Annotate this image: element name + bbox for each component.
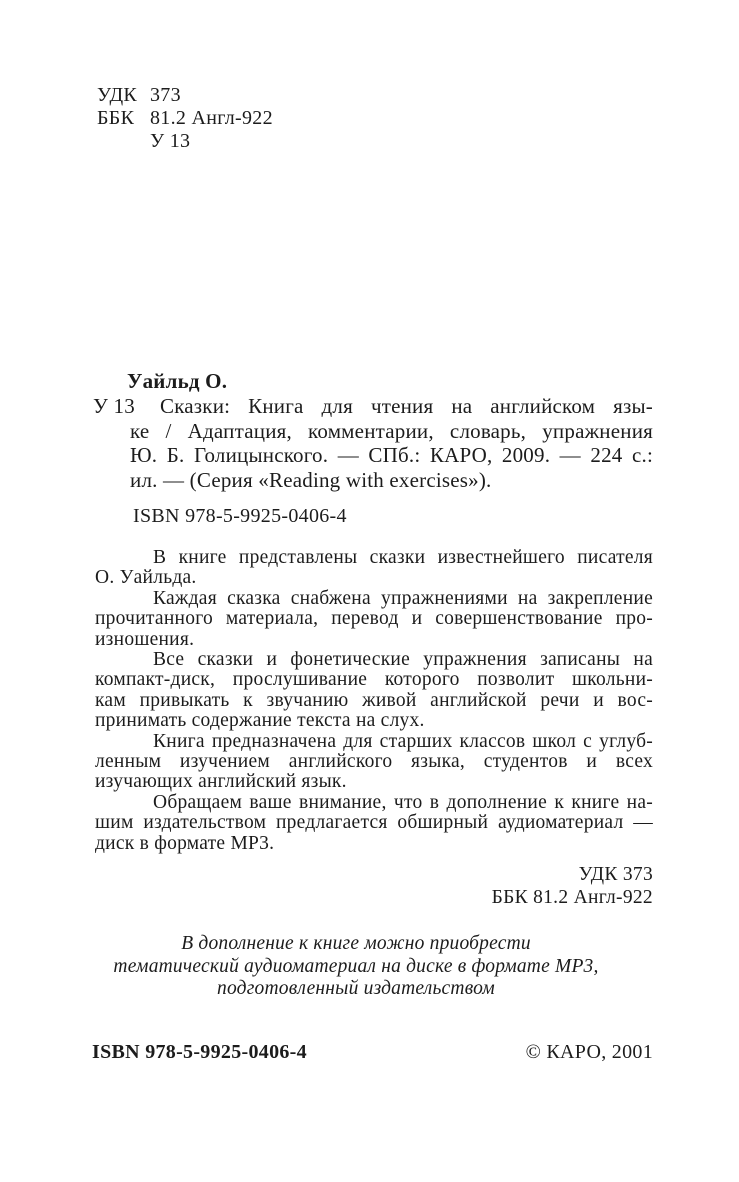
entry-author: Уайльд О. bbox=[127, 369, 228, 393]
annotation-line: принимать содержание текста на слух. bbox=[95, 710, 425, 732]
annotation-paragraph bbox=[95, 650, 653, 732]
footer-copyright: © КАРО, 2001 bbox=[525, 1041, 653, 1063]
note-line: В дополнение к книге можно приобрести bbox=[181, 933, 531, 954]
catalogue-entry bbox=[92, 369, 653, 493]
annotation-line: изучающих английский язык. bbox=[95, 771, 347, 793]
udk-row bbox=[97, 84, 273, 107]
note-line: подготовленный издательством bbox=[217, 978, 495, 1000]
annotation-line: изношения. bbox=[95, 628, 195, 650]
author-sign-spacer bbox=[97, 130, 150, 153]
annotation-line: ленным изучением английского языка, студентов и всех bbox=[95, 751, 653, 773]
annotation-paragraph bbox=[95, 548, 653, 589]
annotation-line: В книге представлены сказки известнейшего писателя bbox=[153, 547, 653, 568]
annotation-line: О. Уайльда. bbox=[95, 567, 197, 589]
annotation-paragraph bbox=[95, 589, 653, 650]
isbn-line: ISBN 978-5-9925-0406-4 bbox=[133, 505, 347, 527]
entry-line: Сказки: Книга для чтения на английском язы- bbox=[160, 393, 653, 418]
annotation-line: Обращаем ваше внимание, что в дополнение к книге на- bbox=[153, 791, 653, 813]
udk-bottom: УДК 373 bbox=[578, 864, 653, 885]
entry-line: Ю. Б. Голицынского. — СПб.: КАРО, 2009. — 224 с.: bbox=[130, 443, 653, 468]
bbk-bottom: ББК 81.2 Англ-922 bbox=[491, 887, 653, 908]
entry-description bbox=[130, 394, 653, 493]
annotation-line: Все сказки и фонетические упражнения записаны на bbox=[153, 649, 653, 671]
annotation-line: шим издательством предлагается обширный аудиоматериал — bbox=[95, 812, 653, 834]
annotation-line: прочитанного материала, перевод и совершенствование про- bbox=[95, 608, 653, 630]
bbk-label: ББК bbox=[97, 107, 135, 129]
author-sign-value: У 13 bbox=[150, 130, 191, 152]
annotation-line: диск в формате MP3. bbox=[95, 832, 275, 854]
note-line: тематический аудиоматериал на диске в формате MP3, bbox=[113, 955, 599, 977]
entry-author-sign: У 13 bbox=[93, 393, 135, 418]
footer-isbn: ISBN 978-5-9925-0406-4 bbox=[92, 1041, 307, 1063]
bbk-row bbox=[97, 107, 273, 130]
udk-value: 373 bbox=[150, 84, 181, 106]
entry-line: ке / Адаптация, комментарии, словарь, упражнения bbox=[130, 418, 653, 443]
annotation bbox=[95, 548, 653, 854]
top-catalogue-codes bbox=[97, 84, 273, 153]
udk-label: УДК bbox=[97, 84, 138, 106]
annotation-paragraph bbox=[95, 793, 653, 854]
author-sign-row bbox=[97, 130, 273, 153]
annotation-paragraph bbox=[95, 732, 653, 793]
bbk-value: 81.2 Англ-922 bbox=[150, 107, 273, 129]
purchase-note bbox=[59, 933, 653, 1001]
annotation-line: Книга предназначена для старших классов школ с углуб- bbox=[153, 730, 653, 752]
entry-line: ил. — (Серия «Reading with exercises»). bbox=[130, 468, 492, 493]
annotation-line: кам привыкать к звучанию живой английской речи и вос- bbox=[95, 689, 653, 711]
footer bbox=[92, 1041, 653, 1064]
annotation-line: Каждая сказка снабжена упражнениями на закрепление bbox=[153, 587, 653, 609]
bottom-catalogue-codes bbox=[95, 863, 653, 909]
annotation-line: компакт-диск, прослушивание которого позволит школьни- bbox=[95, 669, 653, 691]
